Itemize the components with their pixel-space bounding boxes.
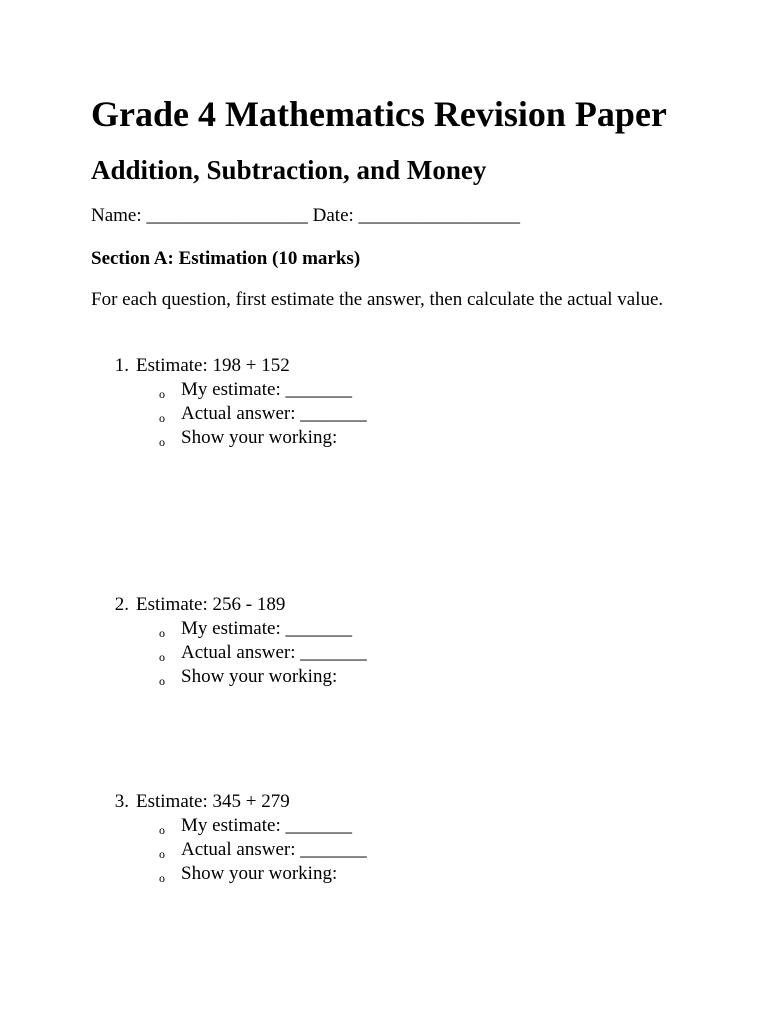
question-number: 1. [114, 355, 129, 376]
actual-answer-line: Actual answer: _______ [181, 403, 367, 424]
circle-bullet-icon: o [159, 411, 165, 425]
question-prompt: Estimate: 345 + 279 [136, 791, 290, 812]
question-number: 3. [114, 791, 129, 812]
section-a-heading: Section A: Estimation (10 marks) [91, 248, 361, 269]
circle-bullet-icon: o [159, 650, 165, 664]
circle-bullet-icon: o [159, 435, 165, 449]
circle-bullet-icon: o [159, 626, 165, 640]
section-a-instructions: For each question, first estimate the answer, then calculate the actual value. [91, 289, 664, 310]
working-label: Show your working: [181, 666, 338, 687]
document-subtitle: Addition, Subtraction, and Money [91, 155, 487, 185]
estimate-line: My estimate: _______ [181, 618, 352, 639]
estimate-line: My estimate: _______ [181, 379, 352, 400]
working-label: Show your working: [181, 427, 338, 448]
circle-bullet-icon: o [159, 823, 165, 837]
actual-answer-line: Actual answer: _______ [181, 839, 367, 860]
name-date-line: Name: _________________ Date: _________________ [91, 205, 521, 226]
circle-bullet-icon: o [159, 871, 165, 885]
circle-bullet-icon: o [159, 387, 165, 401]
working-label: Show your working: [181, 863, 338, 884]
question-prompt: Estimate: 198 + 152 [136, 355, 290, 376]
question-number: 2. [114, 594, 129, 615]
estimate-line: My estimate: _______ [181, 815, 352, 836]
circle-bullet-icon: o [159, 847, 165, 861]
actual-answer-line: Actual answer: _______ [181, 642, 367, 663]
question-prompt: Estimate: 256 - 189 [136, 594, 286, 615]
circle-bullet-icon: o [159, 674, 165, 688]
document-title: Grade 4 Mathematics Revision Paper [91, 94, 667, 134]
